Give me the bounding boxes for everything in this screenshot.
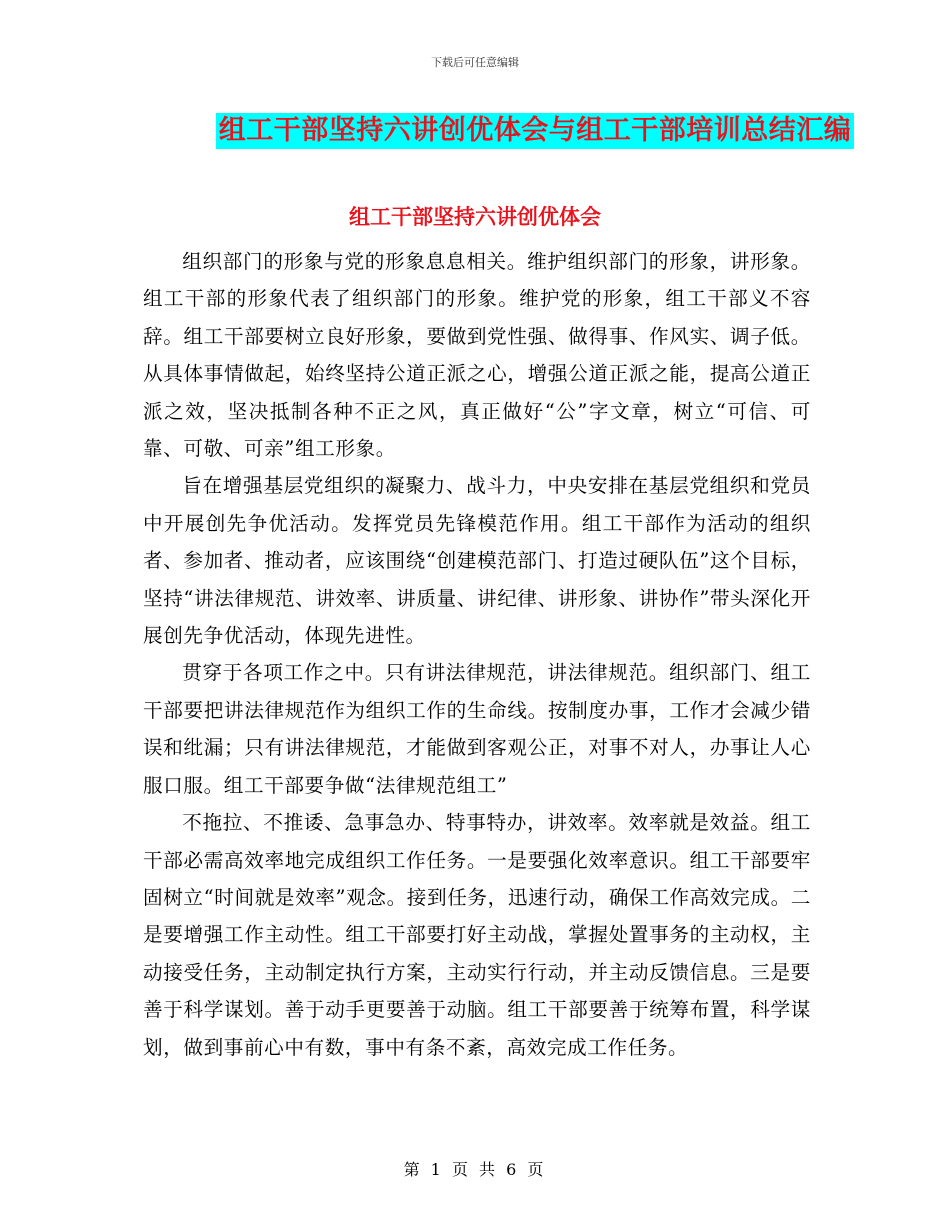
main-title-container [0, 113, 950, 149]
page-header-note: 下载后可任意编辑 [431, 56, 519, 69]
section-title: 组工干部坚持六讲创优体会 [349, 204, 601, 229]
document-main-title: 组工干部坚持六讲创优体会与组工干部培训总结汇编 [216, 113, 855, 149]
page-number-footer: 第 1 页 共 6 页 [403, 1160, 547, 1179]
body-paragraph: 组织部门的形象与党的形象息息相关。维护组织部门的形象，讲形象。组工干部的形象代表了组织部门的形象。维护党的形象，组工干部义不容辞。组工干部要树立良好形象，要做到党性强、做得事、作风实、调子低。从具体事情做起，始终坚持公道正派之心，增强公道正派之能，提高公道正派之效，坚决抵制各种不正之风，真正做好“公”字文章，树立“可信、可靠、可敬、可亲”组工形象。 [143, 250, 811, 461]
body-paragraph: 贯穿于各项工作之中。只有讲法律规范，讲法律规范。组织部门、组工干部要把讲法律规范作为组织工作的生命线。按制度办事，工作才会减少错误和纰漏；只有讲法律规范，才能做到客观公正，对事不对人，办事让人心服口服。组工干部要争做“法律规范组工” [143, 661, 811, 797]
body-paragraph: 旨在增强基层党组织的凝聚力、战斗力，中央安排在基层党组织和党员中开展创先争优活动。发挥党员先锋模范作用。组工干部作为活动的组织者、参加者、推动者，应该围绕“创建模范部门、打造过硬队伍”这个目标，坚持“讲法律规范、讲效率、讲质量、讲纪律、讲形象、讲协作”带头深化开展创先争优活动，体现先进性。 [143, 474, 811, 648]
body-paragraph: 不拖拉、不推诿、急事急办、特事特办，讲效率。效率就是效益。组工干部必需高效率地完成组织工作任务。一是要强化效率意识。组工干部要牢固树立“时间就是效率”观念。接到任务，迅速行动，确保工作高效完成。二是要增强工作主动性。组工干部要打好主动战，掌握处置事务的主动权，主动接受任务，主动制定执行方案，主动实行行动，并主动反馈信息。三是要善于科学谋划。善于动手更要善于动脑。组工干部要善于统筹布置，科学谋划，做到事前心中有数，事中有条不紊，高效完成工作任务。 [143, 811, 811, 1059]
document-body [143, 243, 811, 1066]
